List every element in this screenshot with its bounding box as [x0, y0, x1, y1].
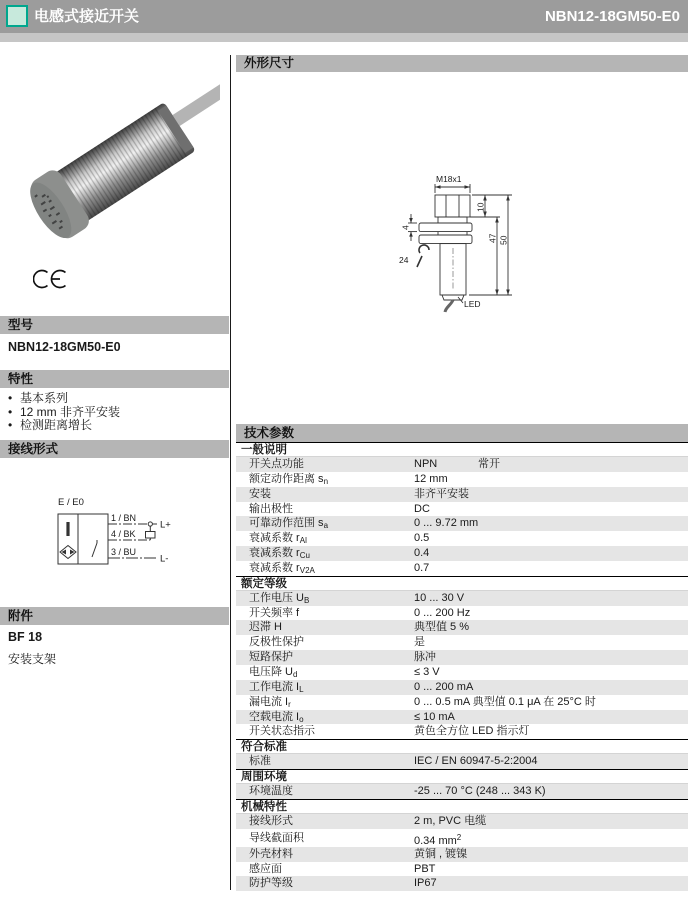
row-value: 2 m, PVC 电缆 — [414, 814, 487, 827]
row-value: 0.7 — [414, 561, 430, 574]
row-value: 0 ... 200 mA — [414, 680, 474, 693]
sensor-head — [435, 195, 470, 217]
row-value: ≤ 3 V — [414, 665, 440, 678]
wiring-diagram — [40, 485, 228, 580]
table-group-header: 符合标准 — [236, 739, 688, 754]
wire1-label: 1 / BN — [111, 513, 137, 523]
tech-data-table — [236, 442, 688, 891]
table-row — [236, 862, 688, 877]
wrench-icon — [417, 245, 429, 267]
table-row — [236, 754, 688, 769]
accessory-model: BF 18 — [8, 630, 43, 644]
product-id: NBN12-18GM50-E0 — [544, 8, 680, 25]
row-value: 脉冲 — [414, 651, 436, 664]
accessory-description: 安装支架 — [8, 652, 57, 666]
table-row — [236, 784, 688, 799]
feature-item: • 12 mm 非齐平安装 — [8, 404, 121, 419]
cable — [445, 300, 453, 312]
row-label: 衰减系数 $r_{Al}$ — [249, 532, 307, 546]
row-value: -25 ... 70 °C (248 ... 343 K) — [414, 785, 546, 798]
row-value: IEC / EN 60947-5-2:2004 — [414, 755, 538, 768]
bullet-icon: • — [8, 391, 13, 405]
table-row — [236, 591, 688, 606]
table-row — [236, 710, 688, 725]
row-value: IP67 — [414, 877, 437, 890]
row-value: 0.5 — [414, 532, 430, 545]
section-model: 型号 — [0, 316, 229, 334]
row-label: 感应面 — [249, 862, 282, 875]
table-row — [236, 620, 688, 635]
row-label: 标准 — [249, 755, 271, 768]
ce-mark — [33, 268, 67, 290]
table-row — [236, 680, 688, 695]
row-label: 导线截面积 — [249, 831, 304, 844]
table-row — [236, 650, 688, 665]
row-label: 漏电流 $I_r$ — [249, 695, 291, 709]
row-value: 典型值 5 % — [414, 621, 470, 634]
row-label: 外壳材料 — [249, 847, 293, 860]
table-row — [236, 502, 688, 517]
dim-flange-label: 4 — [400, 225, 411, 230]
row-label: 空载电流 $I_o$ — [249, 710, 304, 724]
row-label: 开关状态指示 — [249, 725, 315, 738]
row-value: PBT — [414, 862, 436, 875]
cable — [174, 87, 220, 121]
table-row — [236, 724, 688, 739]
wrench-size-label: 24 — [399, 255, 409, 265]
row-value: 0 ... 9.72 mm — [414, 517, 479, 530]
table-group-header: 机械特性 — [236, 799, 688, 814]
row-value: ≤ 10 mA — [414, 710, 455, 723]
feature-item: • 检测距离增长 — [8, 418, 93, 432]
sensing-face — [442, 295, 464, 300]
row-value: NPN 常开 — [414, 458, 500, 470]
row-value: 12 mm — [414, 472, 448, 485]
feature-item: • 基本系列 — [8, 391, 69, 405]
table-group-header: 周围环境 — [236, 769, 688, 784]
bullet-icon: • — [8, 418, 13, 432]
table-row — [236, 695, 688, 710]
row-value: 非齐平安装 — [414, 487, 469, 500]
row-label: 衰减系数 $r_{V2A}$ — [249, 561, 315, 575]
table-row — [236, 487, 688, 502]
led-label: LED — [464, 299, 481, 309]
section-tech-data: 技术参数 — [236, 424, 688, 442]
row-label: 迟滞 H — [249, 621, 282, 634]
row-value: DC — [414, 502, 430, 515]
row-label: 电压降 $U_d$ — [249, 665, 298, 679]
row-value: 0 ... 0.5 mA 典型值 0.1 μA 在 25°C 时 — [414, 695, 596, 708]
column-separator — [230, 55, 231, 890]
row-label: 接线形式 — [249, 814, 293, 827]
product-photo — [10, 53, 220, 283]
table-row — [236, 876, 688, 891]
dimension-drawing — [392, 168, 527, 318]
table-row — [236, 814, 688, 829]
row-value: 10 ... 30 V — [414, 591, 465, 604]
table-row — [236, 635, 688, 650]
table-group-header: 额定等级 — [236, 576, 688, 591]
bullet-icon: • — [8, 404, 13, 419]
table-row — [236, 847, 688, 862]
table-row — [236, 561, 688, 576]
section-accessories: 附件 — [0, 607, 229, 625]
row-label: 工作电压 $U_B$ — [249, 591, 310, 605]
table-row — [236, 546, 688, 561]
table-group-header: 一般说明 — [236, 442, 688, 457]
table-row — [236, 665, 688, 680]
header-bar — [0, 0, 688, 33]
wire2-label: 4 / BK — [111, 529, 136, 539]
table-row — [236, 606, 688, 621]
row-label: 可靠动作范围 $s_a$ — [249, 517, 329, 531]
table-row — [236, 472, 688, 487]
lock-nut-1 — [419, 223, 472, 232]
row-label: 短路保护 — [249, 651, 293, 664]
row-value: 黄铜 , 镀镍 — [414, 847, 468, 860]
row-value: 0.4 — [414, 547, 430, 560]
thread-label: M18x1 — [436, 174, 462, 184]
header-strip — [0, 33, 688, 42]
row-value: 0 ... 200 Hz — [414, 606, 471, 619]
section-dimensions: 外形尺寸 — [236, 55, 688, 72]
row-label: 额定动作距离 $s_n$ — [249, 472, 329, 486]
row-label: 开关频率 f — [249, 606, 300, 619]
wire3-label: 3 / BU — [111, 547, 137, 557]
dim-total-label: 50 — [498, 235, 509, 245]
row-value: 黄色全方位 LED 指示灯 — [414, 725, 530, 738]
section-connection: 接线形式 — [0, 440, 229, 458]
dim-body-label: 47 — [487, 233, 498, 243]
table-row — [236, 516, 688, 531]
table-row — [236, 531, 688, 546]
row-label: 防护等级 — [249, 877, 293, 890]
wiring-variant-label: E / E0 — [58, 497, 84, 508]
row-label: 安装 — [249, 487, 271, 500]
lock-nut-2 — [419, 235, 472, 244]
row-label: 衰减系数 $r_{Cu}$ — [249, 547, 310, 561]
connector-node-icon — [148, 522, 152, 526]
row-label: 开关点功能 — [249, 458, 304, 470]
load-resistor-icon — [146, 532, 156, 539]
dim-head-label: 10 — [475, 202, 486, 212]
document-type-title: 电感式接近开关 — [34, 8, 140, 25]
row-label: 工作电流 $I_L$ — [249, 680, 304, 694]
row-label: 反极性保护 — [249, 636, 304, 649]
row-value: 是 — [414, 636, 425, 649]
table-row — [236, 829, 688, 847]
table-row — [236, 457, 688, 472]
row-value: 0.34 $mm^2$ — [414, 832, 462, 847]
brand-square-icon — [6, 5, 28, 27]
terminal-minus-label: L- — [160, 553, 169, 565]
model-value: NBN12-18GM50-E0 — [8, 340, 121, 354]
row-label: 环境温度 — [249, 785, 293, 798]
features-list — [8, 392, 120, 433]
section-features: 特性 — [0, 370, 229, 388]
terminal-plus-label: L+ — [160, 519, 171, 531]
row-label: 输出极性 — [249, 502, 293, 515]
